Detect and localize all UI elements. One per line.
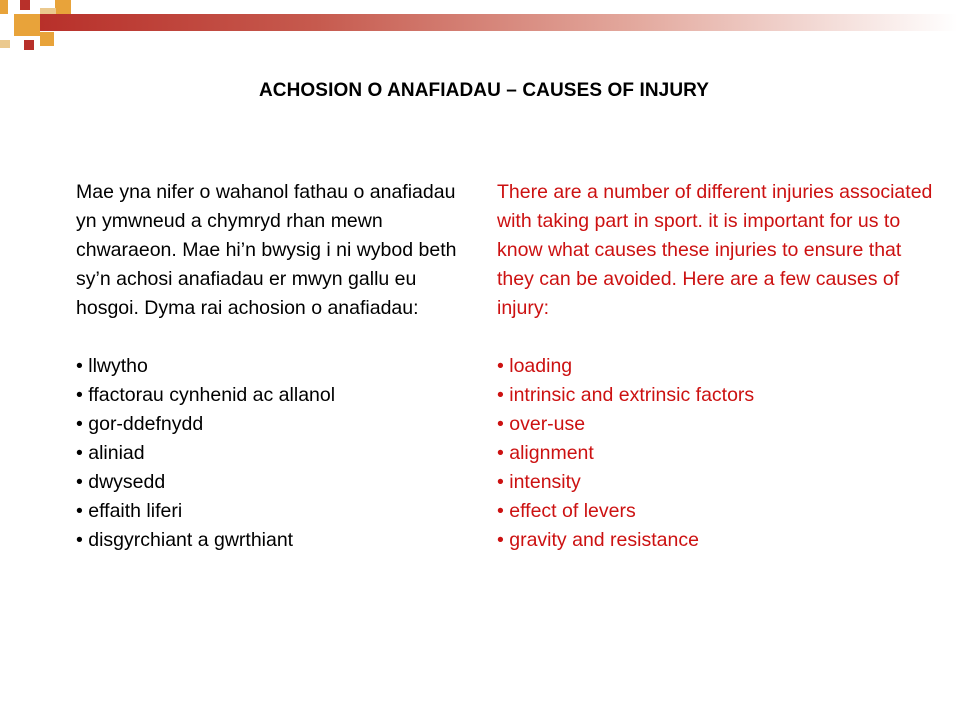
english-column [497,178,937,555]
deco-square [24,40,34,50]
list-item: • alignment [497,439,937,468]
list-item: • effect of levers [497,497,937,526]
welsh-cause-list [76,352,476,555]
english-cause-list [497,352,937,555]
list-item: • dwysedd [76,468,476,497]
welsh-column [76,178,476,555]
list-item: • llwytho [76,352,476,381]
deco-square [0,40,10,48]
list-item: • effaith liferi [76,497,476,526]
list-item: • over-use [497,410,937,439]
list-item: • ffactorau cynhenid ac allanol [76,381,476,410]
list-item: • loading [497,352,937,381]
header-gradient-bar [40,14,958,31]
deco-square [20,0,30,10]
list-item: • gravity and resistance [497,526,937,555]
welsh-intro: Mae yna nifer o wahanol fathau o anafiadau yn ymwneud a chymryd rhan mewn chwaraeon. Mae hi’n bwysig i ni wybod beth sy’n achosi anafiadau er mwyn gallu eu hosgoi. Dyma rai achosion o anafiadau: [76,181,457,319]
list-item: • intensity [497,468,937,497]
list-item: • aliniad [76,439,476,468]
list-item: • intrinsic and extrinsic factors [497,381,937,410]
deco-square [14,14,40,36]
list-item: • gor-ddefnydd [76,410,476,439]
list-item: • disgyrchiant a gwrthiant [76,526,476,555]
deco-square [55,0,71,14]
slide-title: ACHOSION O ANAFIADAU – CAUSES OF INJURY [258,80,710,101]
english-intro: There are a number of different injuries associated with taking part in sport. it is important for us to know what causes these injuries to ensure that they can be avoided. Here are a few causes of injury: [497,181,933,319]
deco-square [0,0,8,14]
deco-square [40,32,54,46]
